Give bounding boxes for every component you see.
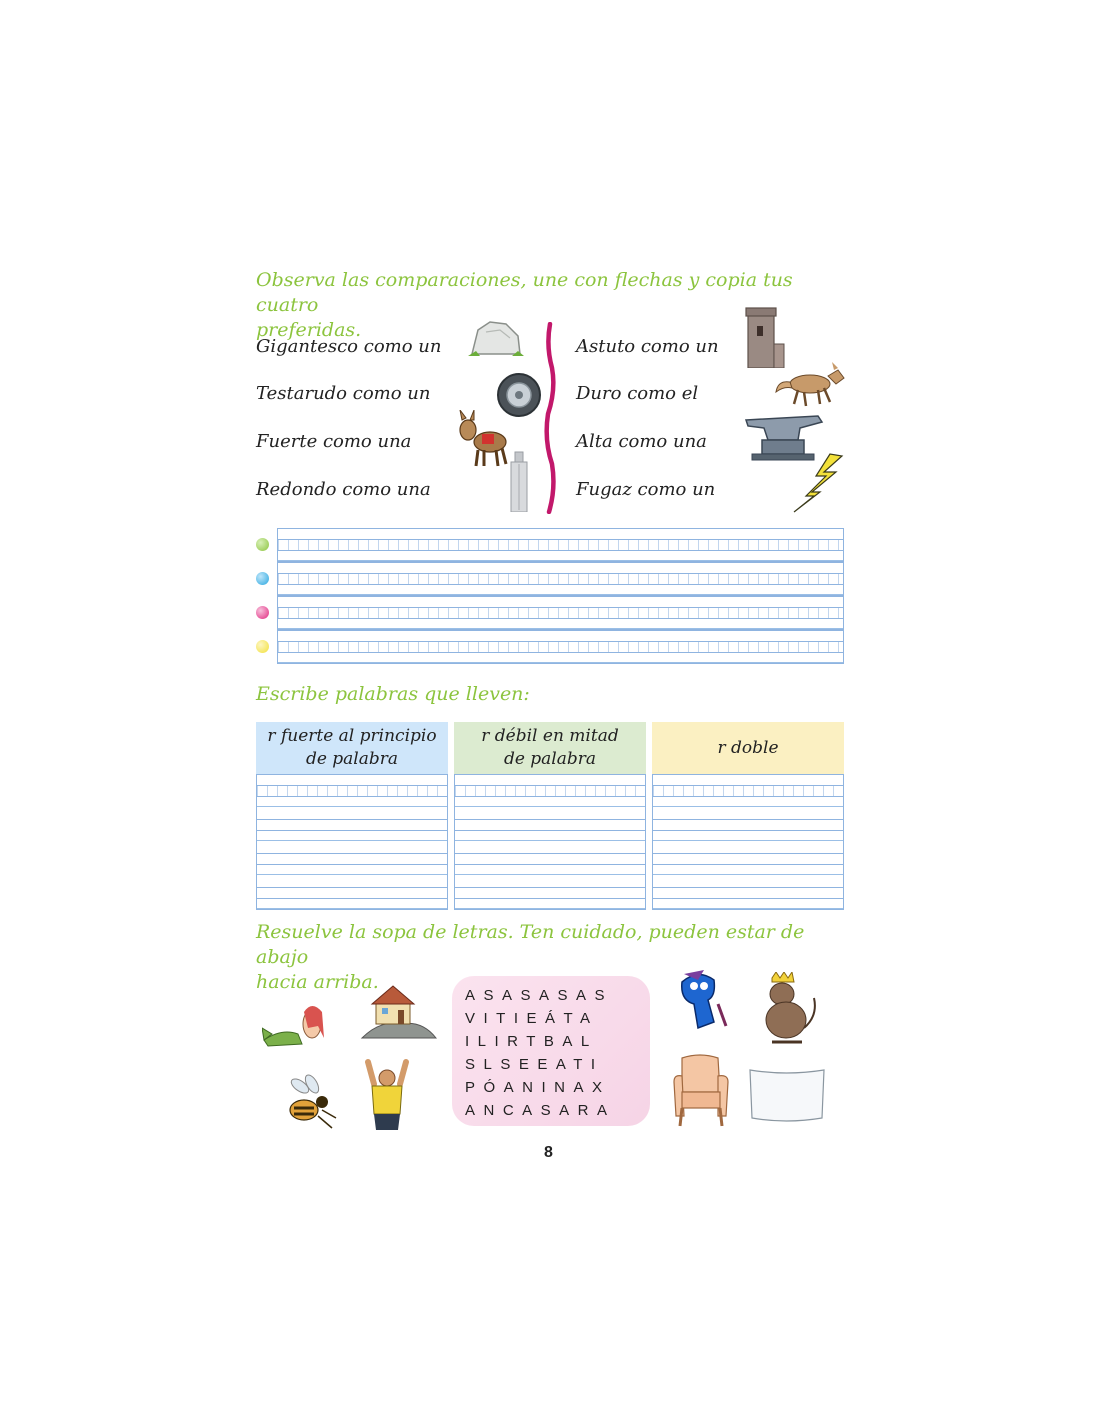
soup-instruction-line2: hacia arriba.: [256, 971, 379, 993]
sheet-icon: [746, 1066, 828, 1124]
words-instruction: Escribe palabras que lleven:: [256, 683, 530, 705]
rock-icon: [466, 318, 526, 360]
lightning-icon: [792, 452, 844, 514]
wasp-icon: [282, 1074, 338, 1130]
word-search-row-6: ANCASARA: [465, 1102, 616, 1119]
page-number: 8: [544, 1144, 553, 1161]
column-header-1-line2: de palabra: [305, 749, 399, 769]
cheering-man-icon: [360, 1058, 414, 1130]
donkey-icon: [456, 410, 512, 470]
left-comparison-4: Redondo como una: [256, 479, 431, 500]
mermaid-icon: [262, 998, 336, 1050]
column-header-3: [652, 722, 844, 774]
comparisons-instruction-line1: Observa las comparaciones, une con flechas y copia tus cuatro: [256, 269, 793, 316]
skyscraper-icon: [506, 450, 532, 512]
right-comparison-1: Astuto como un: [576, 336, 719, 357]
column-header-2: [454, 722, 646, 774]
copy-line-4[interactable]: [277, 630, 844, 664]
armchair-icon: [670, 1052, 732, 1128]
right-comparison-4: Fugaz como un: [576, 479, 716, 500]
rat-king-icon: [752, 972, 822, 1046]
left-comparison-1: Gigantesco como un: [256, 336, 442, 357]
column-header-2-line2: de palabra: [503, 749, 597, 769]
letter-monster-icon: [668, 964, 730, 1032]
copy-line-2[interactable]: [277, 562, 844, 596]
column-header-2-line1: r débil en mitad: [481, 726, 619, 746]
house-icon: [360, 980, 438, 1040]
bullet-blue: [256, 572, 269, 585]
bullet-green: [256, 538, 269, 551]
word-search-row-5: PÓANINAX: [465, 1079, 611, 1096]
bullet-magenta: [256, 606, 269, 619]
word-search-grid: [465, 984, 616, 1122]
column-divider: [540, 322, 560, 514]
left-comparison-2: Testarudo como un: [256, 383, 431, 404]
comparisons-instruction-line2: preferidas.: [256, 319, 362, 341]
word-search-row-2: VITIEÁTA: [465, 1010, 599, 1027]
column-header-1-line1: r fuerte al principio: [267, 726, 437, 746]
right-comparison-2: Duro como el: [576, 383, 699, 404]
column-2-lines[interactable]: [454, 774, 646, 910]
column-3-lines[interactable]: [652, 774, 844, 910]
copy-line-1[interactable]: [277, 528, 844, 562]
word-search-row-4: SLSEEATI: [465, 1056, 604, 1073]
column-1-lines[interactable]: [256, 774, 448, 910]
left-comparison-3: Fuerte como una: [256, 431, 412, 452]
soup-instruction-line1: Resuelve la sopa de letras. Ten cuidado, pueden estar de abajo: [256, 921, 805, 968]
word-search-row-3: ILIRTBAL: [465, 1033, 598, 1050]
right-comparison-3: Alta como una: [576, 431, 707, 452]
copy-line-3[interactable]: [277, 596, 844, 630]
column-header-3-line1: r doble: [717, 737, 779, 758]
fox-icon: [774, 358, 846, 408]
word-search-row-1: ASASASAS: [465, 987, 614, 1004]
bullet-yellow: [256, 640, 269, 653]
column-header-1: [256, 722, 448, 774]
